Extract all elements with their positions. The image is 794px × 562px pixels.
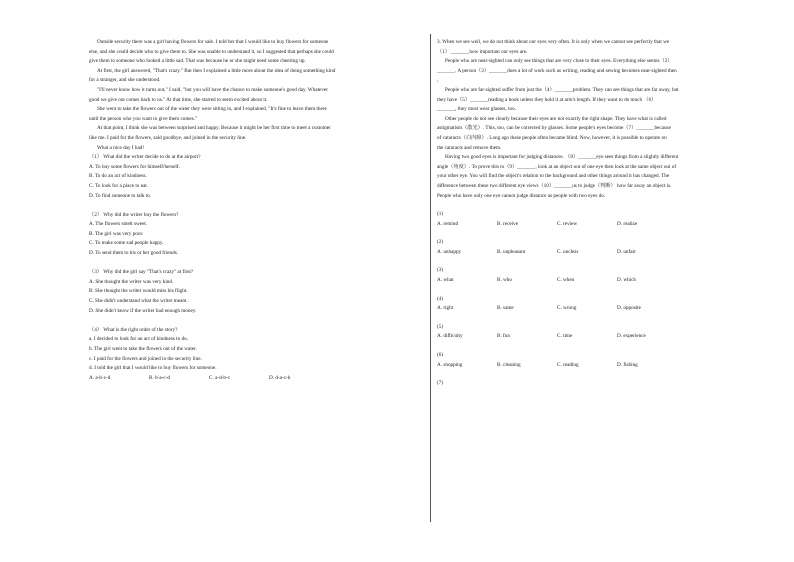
cloze-question-4 <box>437 295 769 314</box>
question-2 <box>89 211 412 259</box>
question-4 <box>89 326 412 384</box>
passage-line: _______, they must wear glasses, too. <box>437 106 516 113</box>
cloze-question-5 <box>437 323 769 342</box>
passage-line: they have（5）_______reading a book unless they hold it at arm's length. If they want to do much （6） <box>437 96 657 103</box>
reading-passage-left <box>89 38 412 153</box>
passage-line: People who have only one eye cannot judge distance as people with two eyes do. <box>437 192 606 199</box>
option: C. She didn't understand what the writer meant. <box>89 298 188 305</box>
question-number: (7) <box>437 380 444 387</box>
question-stem: （4） What is the right order of the story? <box>89 326 178 333</box>
passage-line: _______. A person（3）_______does a lot of work such as writing, reading and sewing becomes near-sighted then <box>437 67 677 74</box>
cloze-passage <box>437 38 769 201</box>
option: A. The flowers smelt sweet. <box>89 221 148 228</box>
option: C. To look for a place to eat. <box>89 182 149 189</box>
question-stem: （3） Why did the girl say "That's crazy" at first? <box>89 269 194 276</box>
option: B. She thought the writer would miss his flight. <box>89 288 188 295</box>
passage-line: your other eye. You will find the object's relation to the background and other things around it has changed. The <box>437 173 670 180</box>
passage-line: good we give out comes back to us." At that time, she started to seem excited about it. <box>89 96 268 103</box>
passage-line: of cataracts（白内障）. Long ago these people often became blind. Now, however, it is possible to operate on <box>437 134 667 141</box>
passage-line: like me. I paid for the flowers, said goodbye, and joined in the security line. <box>89 134 247 141</box>
option: D. opposite <box>617 305 641 312</box>
option: D. fishing <box>617 361 638 368</box>
event-item: a. I decided to look for an act of kindness to do. <box>89 336 188 343</box>
cloze-question-3 <box>437 266 769 285</box>
question-3 <box>89 268 412 316</box>
passage-line: difference between these two different eye views（10）_______us to judge（判断） how far away an object is. <box>437 182 672 189</box>
option: D. experience <box>617 333 646 340</box>
passage-line: until the person who you want to give them comes." <box>89 115 198 122</box>
column-divider <box>430 34 431 522</box>
option: D. unfair <box>617 248 636 255</box>
passage-line: for a stranger, and she understood. <box>89 77 161 84</box>
option: A. right <box>437 305 454 312</box>
option: C. review <box>557 220 578 227</box>
question-number: (6) <box>437 352 444 359</box>
right-column <box>437 38 769 389</box>
option: C. reading <box>557 361 579 368</box>
option: D. She didn't know if the writer had enough money. <box>89 307 197 314</box>
passage-line: "I'll never know how it turns out," I said, "but you will have the chance to make someone's good day. Whatever <box>97 86 328 93</box>
option: C. wrong <box>557 305 577 312</box>
passage-line: astigmatism（散光）. This, too, can be corrected by glasses. Some people's eyes become（7）_______because <box>437 125 671 132</box>
event-item: d. I told the girl that I would like to buy flowers for someone. <box>89 365 217 372</box>
option: B. same <box>497 305 514 312</box>
cloze-question-1 <box>437 210 769 229</box>
question-number: (5) <box>437 323 444 330</box>
option: A. She thought the writer was very kind. <box>89 278 174 285</box>
question-number: (3) <box>437 267 444 274</box>
option: C. unclear <box>557 248 579 255</box>
question-stem: （2） Why did the writer buy the flowers? <box>89 211 179 218</box>
option: C. a-d-b-c <box>209 374 231 381</box>
left-column <box>89 38 412 383</box>
option: C. time <box>557 333 573 340</box>
option: B. To do an act of kindness. <box>89 173 147 180</box>
option: B. b-a-c-d <box>149 374 171 381</box>
passage-line: Other people do not see clearly because their eyes are not exactly the right shape. They have what is called <box>445 115 667 122</box>
question-stem: （1） What did the writer decide to do at the airport? <box>89 154 201 161</box>
option: C. To make some sad people happy. <box>89 240 164 247</box>
order-choices <box>89 374 412 384</box>
option: B. cleaning <box>497 361 521 368</box>
passage-line: Having two good eyes is important for judging distances. （8）_______eye sees things from a slightly different <box>445 154 679 161</box>
passage-line: （1） _______how important our eyes are. <box>437 48 528 55</box>
passage-line: 3. When we see well, we do not think about our eyes very often. It is only when we cannot see perfectly that we <box>437 39 670 45</box>
question-number: (1) <box>437 211 444 218</box>
passage-line: At that point, I think she was between surprised and happy. Because it might be her first time to meet a customer <box>97 125 331 132</box>
passage-line: Outside security there was a girl having flowers for sale. I told her that I would like to buy flowers for someone <box>97 39 329 45</box>
option: D. To find someone to talk to. <box>89 192 152 199</box>
option: A. unhappy <box>437 248 462 255</box>
option: B. unpleasant <box>497 248 526 255</box>
option: B. who <box>497 277 512 284</box>
passage-line: give them to someone who looked a little sad. That was because he or she might need some cheering up. <box>89 58 306 65</box>
option: A. what <box>437 277 454 284</box>
option: A. difficulty <box>437 333 463 340</box>
option: B. receive <box>497 220 519 227</box>
passage-line: ， <box>437 77 443 84</box>
option: A. remind <box>437 220 459 227</box>
option: B. The girl was very poor. <box>89 230 144 237</box>
option: A. To buy some flowers for himself/herself. <box>89 163 180 170</box>
passage-line: else, and she could decide who to give them to. She was unable to understand it, so I suggested that perhaps she could <box>89 48 334 55</box>
option: A. shopping <box>437 361 463 368</box>
passage-line: People who are far-sighted suffer from just the（4）_______problem. They can see things that are far away, but <box>445 86 679 93</box>
option: D. realize <box>617 220 638 227</box>
passage-line: angle（角度）. To prove this to（9）_______, look at an object out of one eye then look at the same object out of <box>437 163 677 170</box>
question-number: (4) <box>437 295 444 302</box>
passage-line: the cataracts and remove them. <box>437 144 502 151</box>
event-item: b. The girl went to take the flowers out of the water. <box>89 346 197 352</box>
option: D. To send them to his or her good friends. <box>89 250 179 257</box>
question-number: (2) <box>437 239 444 246</box>
cloze-question-6 <box>437 351 769 370</box>
option: D. which <box>617 277 637 284</box>
option: D. d-a-c-b <box>269 374 291 381</box>
event-item: c. I paid for the flowers and joined in the security line. <box>89 355 202 362</box>
passage-line: What a nice day I had! <box>97 144 145 151</box>
question-1 <box>89 153 412 201</box>
passage-line: At first, the girl answered, "That's crazy." But then I explained a little more about the idea of doing something kind <box>97 67 336 74</box>
option: A. a-b-c-d <box>89 374 111 381</box>
passage-line: People who are near-sighted can only see things that are very close to their eyes. Everything else seems（2） <box>445 58 673 65</box>
option: B. fun <box>497 333 510 340</box>
option: C. when <box>557 277 575 284</box>
passage-line: She went to take the flowers out of the water they were sitting in, and I explained, "It's fine to leave them there <box>97 106 327 113</box>
cloze-question-2 <box>437 238 769 257</box>
cloze-question-7 <box>437 379 769 389</box>
